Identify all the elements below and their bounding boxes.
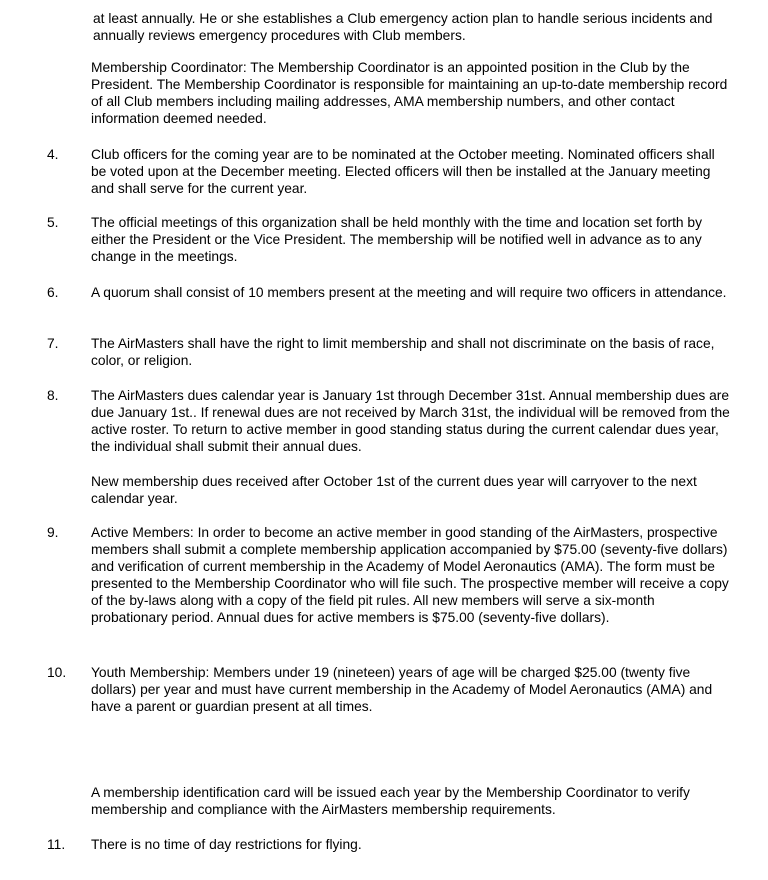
- item-number-11: 11.: [47, 837, 66, 852]
- item-text-9: Active Members: In order to become an active member in good standing of the AirMasters, prospective members shall submit a complete membership application accompanied by $75.00 (seventy-five dollars) and verification of current membership in the Academy of Model Aeronautics (AMA). The form must be presented to the Membership Coordinator who will file such. The prospective member will receive a copy of the by-laws along with a copy of the field pit rules. All new members will serve a six-month probationary period. Annual dues for active members is $75.00 (seventy-five dollars).: [91, 525, 729, 625]
- item-text-6: A quorum shall consist of 10 members present at the meeting and will require two officers in attendance.: [91, 285, 727, 300]
- continuation-paragraph: at least annually. He or she establishes a Club emergency action plan to handle serious incidents and annually reviews emergency procedures with Club members.: [93, 11, 713, 43]
- item-8-extra-paragraph: New membership dues received after October 1st of the current dues year will carryover to the next calendar year.: [91, 474, 697, 506]
- item-number-4: 4.: [47, 147, 59, 162]
- item-number-8: 8.: [47, 388, 59, 403]
- item-number-9: 9.: [47, 525, 59, 540]
- item-text-4: Club officers for the coming year are to be nominated at the October meeting. Nominated officers shall be voted upon at the December meeting. Elected officers will then be installed at the January meeting and shall serve for the current year.: [91, 147, 715, 196]
- item-10-extra-paragraph: A membership identification card will be issued each year by the Membership Coordinator to verify membership and compliance with the AirMasters membership requirements.: [91, 785, 690, 817]
- item-text-7: The AirMasters shall have the right to limit membership and shall not discriminate on the basis of race, color, or religion.: [91, 336, 715, 368]
- item-text-5: The official meetings of this organization shall be held monthly with the time and location set forth by either the President or the Vice President. The membership will be notified well in advance as to any change in the meetings.: [91, 215, 702, 264]
- item-text-10: Youth Membership: Members under 19 (nineteen) years of age will be charged $25.00 (twenty five dollars) per year and must have current membership in the Academy of Model Aeronautics (AMA) and have a parent or guardian present at all times.: [91, 665, 713, 714]
- item-number-10: 10.: [47, 665, 67, 680]
- item-number-7: 7.: [47, 336, 59, 351]
- item-text-11: There is no time of day restrictions for flying.: [91, 837, 362, 852]
- item-text-8: The AirMasters dues calendar year is January 1st through December 31st. Annual membership dues are due January 1st.. If renewal dues are not received by March 31st, the individual will be removed from the active roster. To return to active member in good standing status during the current calendar dues year, the individual shall submit their annual dues.: [91, 388, 730, 454]
- membership-coordinator-paragraph: Membership Coordinator: The Membership Coordinator is an appointed position in the Club by the President. The Membership Coordinator is responsible for maintaining an up-to-date membership record of all Club members including mailing addresses, AMA membership numbers, and other contact information deemed needed.: [91, 60, 728, 126]
- item-number-6: 6.: [47, 285, 59, 300]
- item-number-5: 5.: [47, 215, 59, 230]
